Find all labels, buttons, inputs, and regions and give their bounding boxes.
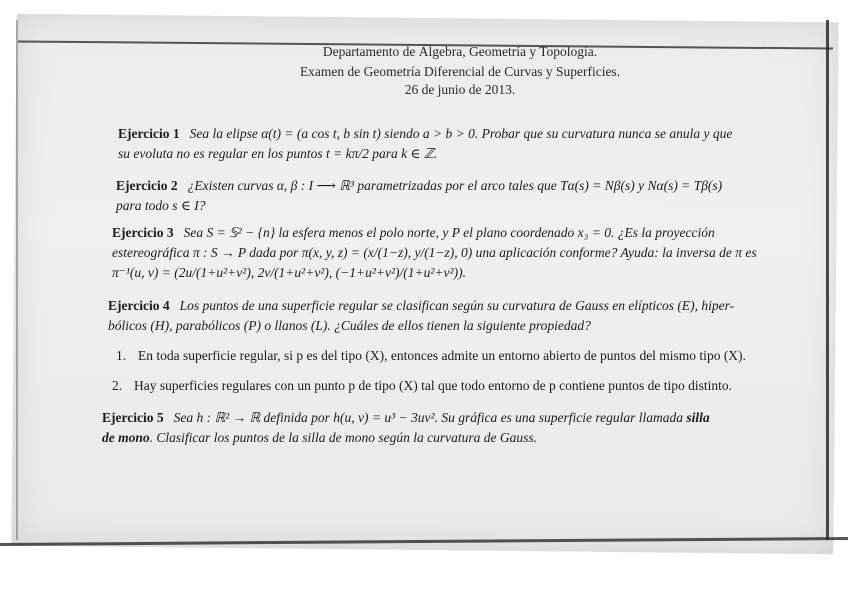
exercise-5-title: Ejercicio 5 <box>102 410 164 425</box>
exercise-1-line-1: Sea la elipse α(t) = (a cos t, b sin t) siendo a > b > 0. Probar que su curvatura nunca se anula y que <box>189 126 733 141</box>
exercise-4-item-2 <box>112 376 812 396</box>
department-line: Departamento de Álgebra, Geometría y Topología. <box>322 44 598 59</box>
exam-title: Examen de Geometría Diferencial de Curvas y Superficies. <box>299 64 621 79</box>
exercise-4-line-1: Los puntos de una superficie regular se clasifican según su curvatura de Gauss en elípticos (E), hiper- <box>179 298 735 313</box>
exercise-5-line-2: . Clasificar los puntos de la silla de mono según la curvatura de Gauss. <box>149 430 538 445</box>
exercise-3 <box>112 223 802 283</box>
exercise-3-line-2: estereográfica π : S → P dada por π(x, y, z) = (x/(1−z), y/(1−z), 0) una aplicación conforme? Ayuda: la inversa de π es <box>112 245 757 260</box>
exercise-5-term-silla: silla <box>686 410 710 425</box>
exercise-2 <box>116 176 796 216</box>
exercise-2-line-1: ¿Existen curvas α, β : I ⟶ ℝ³ parametrizadas por el arco tales que Tα(s) = Nβ(s) y Nα(s) = Tβ(s) <box>187 178 723 193</box>
exercise-1-line-2: su evoluta no es regular en los puntos t = kπ/2 para k ∈ ℤ. <box>118 146 438 161</box>
exercise-5-term-de-mono: de mono <box>102 430 150 445</box>
exercise-1-title: Ejercicio 1 <box>118 126 180 141</box>
exercise-3-title: Ejercicio 3 <box>112 225 174 240</box>
exam-date: 26 de junio de 2013. <box>404 82 516 97</box>
exercise-4-line-2: bólicos (H), parabólicos (P) o llanos (L). ¿Cuáles de ellos tienen la siguiente propiedad? <box>108 318 591 333</box>
item-1-text: En toda superficie regular, si p es del tipo (X), entonces admite un entorno abierto de puntos del mismo tipo (X). <box>138 348 746 363</box>
exercise-4-item-1 <box>116 346 806 366</box>
exercise-2-line-2: para todo s ∈ I? <box>116 198 206 213</box>
exercise-1 <box>118 124 798 164</box>
exercise-2-title: Ejercicio 2 <box>116 178 178 193</box>
exercise-3-line-3: π⁻¹(u, v) = (2u/(1+u²+v²), 2v/(1+u²+v²), (−1+u²+v²)/(1+u²+v²)). <box>112 265 466 280</box>
item-2-number: 2. <box>112 378 123 393</box>
exercise-5-line-1: Sea h : ℝ² → ℝ definida por h(u, v) = u³ − 3uv². Su gráfica es una superficie regular llamada <box>173 410 684 425</box>
exercise-4-title: Ejercicio 4 <box>108 298 170 313</box>
exercise-5 <box>102 408 802 448</box>
item-1-number: 1. <box>116 348 127 363</box>
exercise-4 <box>108 296 798 336</box>
item-2-text: Hay superficies regulares con un punto p de tipo (X) tal que todo entorno de p contiene puntos de tipo distinto. <box>134 378 732 393</box>
exercise-3-line-1: Sea S = 𝕊² − {n} la esfera menos el polo norte, y P el plano coordenado x₃ = 0. ¿Es la proyección <box>183 225 715 240</box>
